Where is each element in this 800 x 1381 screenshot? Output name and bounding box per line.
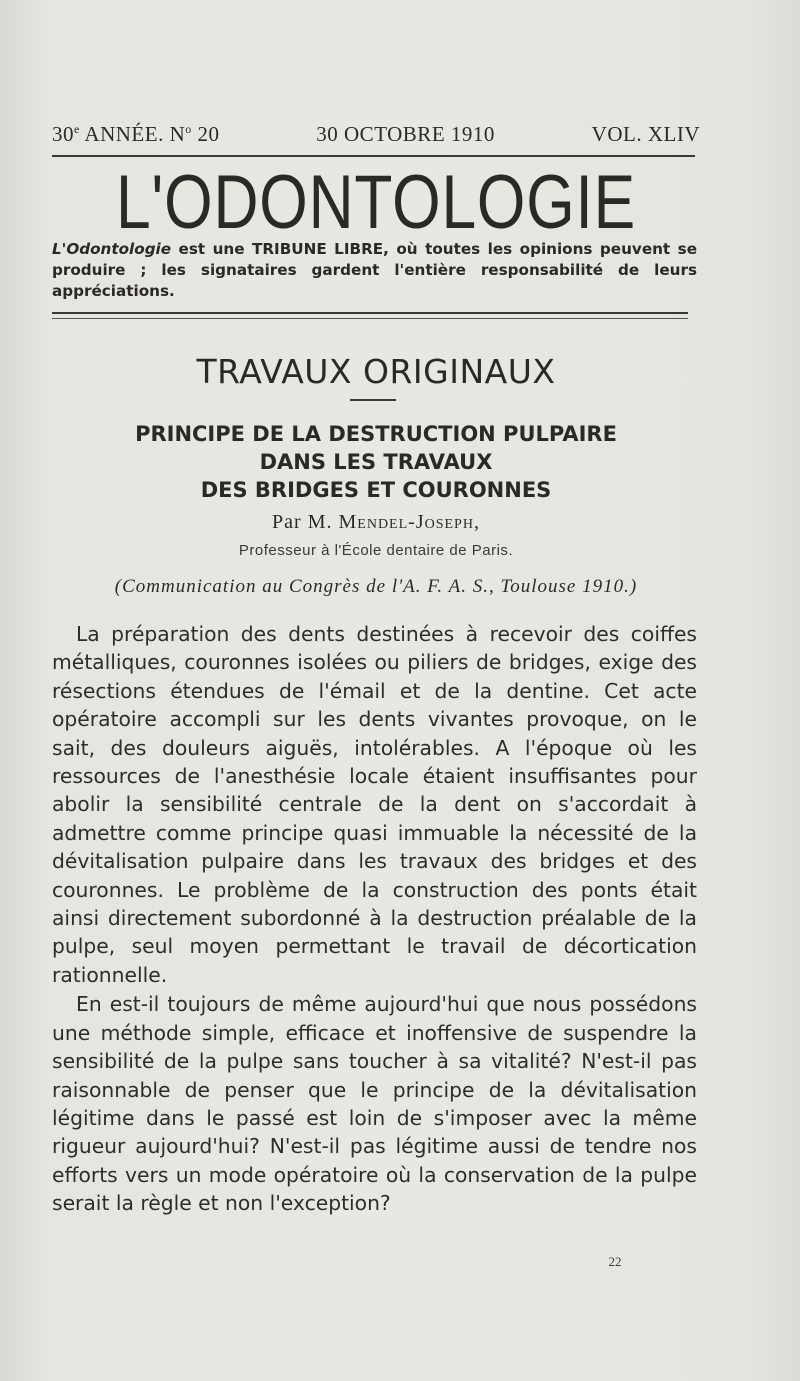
body-paragraph: En est-il toujours de même aujourd'hui que nous possédons une méthode simple, efficace et inoffensive de suspendre la sensibilité de la pulpe sans toucher à sa vitalité? N'est-il pas raisonnable de penser que le principe de la dévitalisation légitime dans le passé est loin de s'imposer avec la même rigueur aujourd'hui? N'est-il pas légitime aussi de tendre nos efforts vers un mode opératoire où la conservation de la pulpe serait la règle et non l'exception? (52, 992, 697, 1216)
issue-number: 30e ANNÉE. $N^o$ 20 (52, 122, 220, 146)
disclaimer-text: est une TRIBUNE LIBRE, où toutes les opinions peuvent se produire ; les signataires gardent l'entière responsabilité de leurs appréciations. (52, 240, 697, 300)
page-number: 22 (608, 1254, 622, 1269)
journal-name: L'Odontologie (52, 240, 172, 258)
double-rule-top (52, 312, 688, 314)
article-title-line: PRINCIPE DE LA DESTRUCTION PULPAIRE (135, 422, 617, 446)
journal-masthead: L'ODONTOLOGIE (115, 160, 637, 245)
body-paragraph: La préparation des dents destinées à recevoir des coiffes métalliques, couronnes isolées ou piliers de bridges, exige des résections étendues de l'émail et de la dentine. Cet acte opératoire accompli sur les dents vivantes provoque, on le sait, des douleurs aiguës, intolérables. A l'époque où les ressources de l'anesthésie locale étaient insuffisantes pour abolir la sensibilité centrale de la dent on s'accordait à admettre comme principe quasi immuable la nécessité de la dévitalisation pulpaire dans les travaux des bridges et des couronnes. Le problème de la construction des ponts était ainsi directement subordonné à la destruction préalable de la pulpe, seul moyen permettant le travail de décortication rationnelle. (52, 622, 697, 987)
volume-number: VOL. XLIV (591, 122, 700, 146)
issue-date: 30 OCTOBRE 1910 (316, 122, 495, 146)
author-affiliation: Professeur à l'École dentaire de Paris. (238, 542, 514, 559)
section-divider (350, 399, 396, 401)
editorial-disclaimer (52, 239, 697, 302)
author-name: Mendel-Joseph, (338, 511, 480, 533)
article-title-line: DANS LES TRAVAUX (259, 450, 493, 474)
header-rule (52, 155, 695, 157)
issue-header (52, 122, 700, 147)
article-author: Par M. Mendel-Joseph, (272, 511, 480, 533)
article-title-line: DES BRIDGES ET COURONNES (200, 478, 552, 502)
double-rule-bottom (52, 318, 688, 319)
article-title (52, 420, 700, 504)
article-body (52, 620, 697, 1218)
section-title: TRAVAUX ORIGINAUX (196, 352, 556, 391)
communication-note: (Communication au Congrès de l'A. F. A. S., Toulouse 1910.) (114, 576, 638, 597)
